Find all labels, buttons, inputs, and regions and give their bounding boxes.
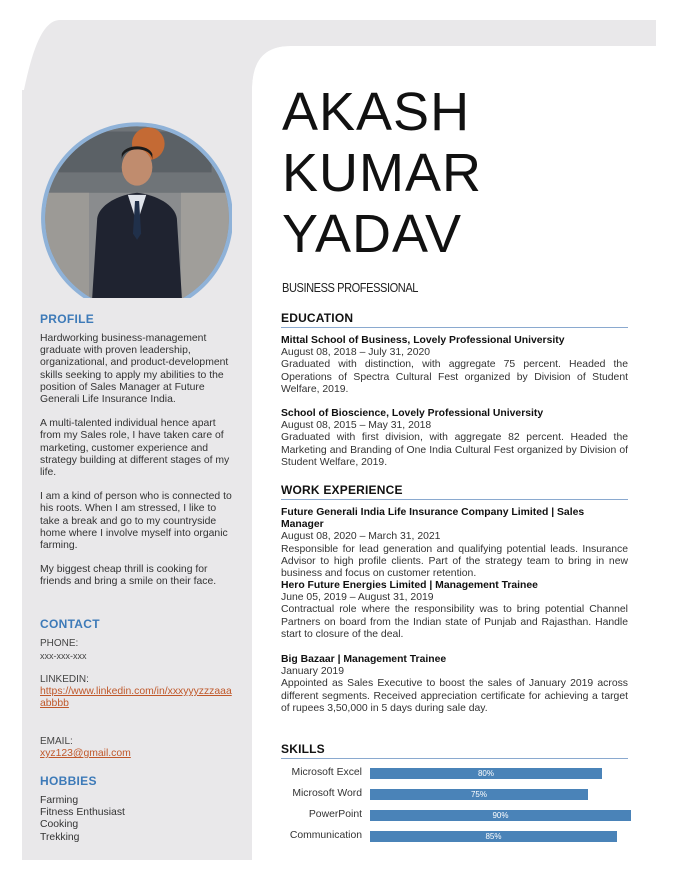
phone-value: xxx-xxx-xxx: [40, 651, 87, 662]
work-heading: WORK EXPERIENCE: [281, 483, 628, 500]
skill-label: Microsoft Excel: [291, 767, 362, 778]
education-entry: [281, 335, 628, 396]
hobby-item: Farming: [40, 795, 79, 806]
hobby-item: Cooking: [40, 819, 79, 831]
profile-heading: PROFILE: [40, 312, 95, 326]
entry-dates: August 08, 2015 – May 31, 2018: [281, 420, 432, 432]
profile-photo: [38, 108, 232, 298]
profile-paragraph: A multi-talented individual hence apart from my Sales role, I have taken care of marketing, customer experience and strategy building at different stages of my life.: [40, 418, 230, 479]
work-entry: [281, 580, 628, 641]
contact-heading: CONTACT: [40, 617, 100, 631]
profile-text: [40, 333, 232, 601]
skill-label: Communication: [289, 830, 362, 841]
skill-bar: 80%: [370, 768, 602, 779]
profile-paragraph: Hardworking business-management graduate with proven leadership, organizational, and product-development skills seeking to apply my abilities to the position of Sales Manager at Future Generali Life Insurance India.: [40, 333, 229, 406]
entry-title: Mittal School of Business, Lovely Professional University: [281, 335, 565, 346]
entry-title: Hero Future Energies Limited | Management Trainee: [281, 580, 538, 591]
hobbies-list: [40, 795, 232, 844]
email-link[interactable]: xyz123@gmail.com: [40, 748, 131, 760]
entry-description: Graduated with distinction, with aggregate 75 percent. Headed the Operations of Spectra Cultural Fest organized by Division of Student Welfare, 2019.: [281, 359, 628, 395]
email-block: [40, 736, 232, 760]
email-label: EMAIL:: [40, 736, 73, 747]
linkedin-label: LINKEDIN:: [40, 674, 89, 685]
entry-description: Appointed as Sales Executive to boost the sales of January 2019 across different segments. Received appreciation certificate for achieving a target of rupees 3,50,000 in 5 days during sale day.: [281, 678, 628, 714]
name-line: KUMAR: [282, 143, 483, 203]
entry-title: Big Bazaar | Management Trainee: [281, 654, 447, 665]
candidate-name: [282, 82, 482, 265]
name-line: AKASH: [282, 82, 471, 142]
profile-paragraph: My biggest cheap thrill is cooking for friends and bring a smile on their face.: [40, 564, 217, 588]
entry-dates: January 2019: [281, 666, 344, 678]
skills-heading: SKILLS: [281, 742, 628, 759]
hobbies-heading: HOBBIES: [40, 774, 97, 788]
entry-description: Graduated with first division, with aggregate 82 percent. Headed the Marketing and Branding of One India Cultural Fest organized by Division of Student Welfare, 2019.: [281, 432, 628, 468]
entry-dates: August 08, 2020 – March 31, 2021: [281, 531, 441, 543]
phone-label: PHONE:: [40, 638, 79, 649]
skill-bar: 90%: [370, 810, 631, 821]
entry-dates: August 08, 2018 – July 31, 2020: [281, 347, 431, 359]
entry-title: School of Bioscience, Lovely Professional University: [281, 408, 544, 419]
skill-label: PowerPoint: [308, 809, 362, 820]
work-entry: [281, 654, 628, 715]
linkedin-block: [40, 674, 232, 711]
entry-description: Responsible for lead generation and qualifying potential leads. Insurance Advisor to high profile clients. Part of the strategy team to bring in new business and focus on customer retention.: [281, 543, 628, 580]
hobby-item: Fitness Enthusiast: [40, 807, 125, 819]
role-title: BUSINESS PROFESSIONAL: [282, 280, 418, 295]
skill-label: Microsoft Word: [292, 788, 362, 799]
work-entry: [281, 507, 628, 580]
education-entry: [281, 408, 628, 469]
name-line: YADAV: [282, 204, 463, 264]
phone-block: [40, 638, 232, 662]
hobby-item: Trekking: [40, 831, 80, 843]
linkedin-link[interactable]: https://www.linkedin.com/in/xxxyyyzzzaaaabbbb: [40, 686, 232, 710]
entry-title: Future Generali India Life Insurance Company Limited | Sales Manager: [281, 507, 585, 531]
profile-paragraph: I am a kind of person who is connected to his roots. When I am stressed, I like to take a break and go to my countryside home where I involve myself into organic farming.: [40, 491, 232, 552]
education-heading: EDUCATION: [281, 311, 628, 328]
skill-bar: 75%: [370, 789, 588, 800]
entry-description: Contractual role where the responsibility was to bring potential Channel Partners on board from the Indian state of Punjab and Rajasthan. Handle start to closure of the deal.: [281, 604, 628, 640]
entry-dates: June 05, 2019 – August 31, 2019: [281, 592, 434, 604]
skill-bar: 85%: [370, 831, 617, 842]
